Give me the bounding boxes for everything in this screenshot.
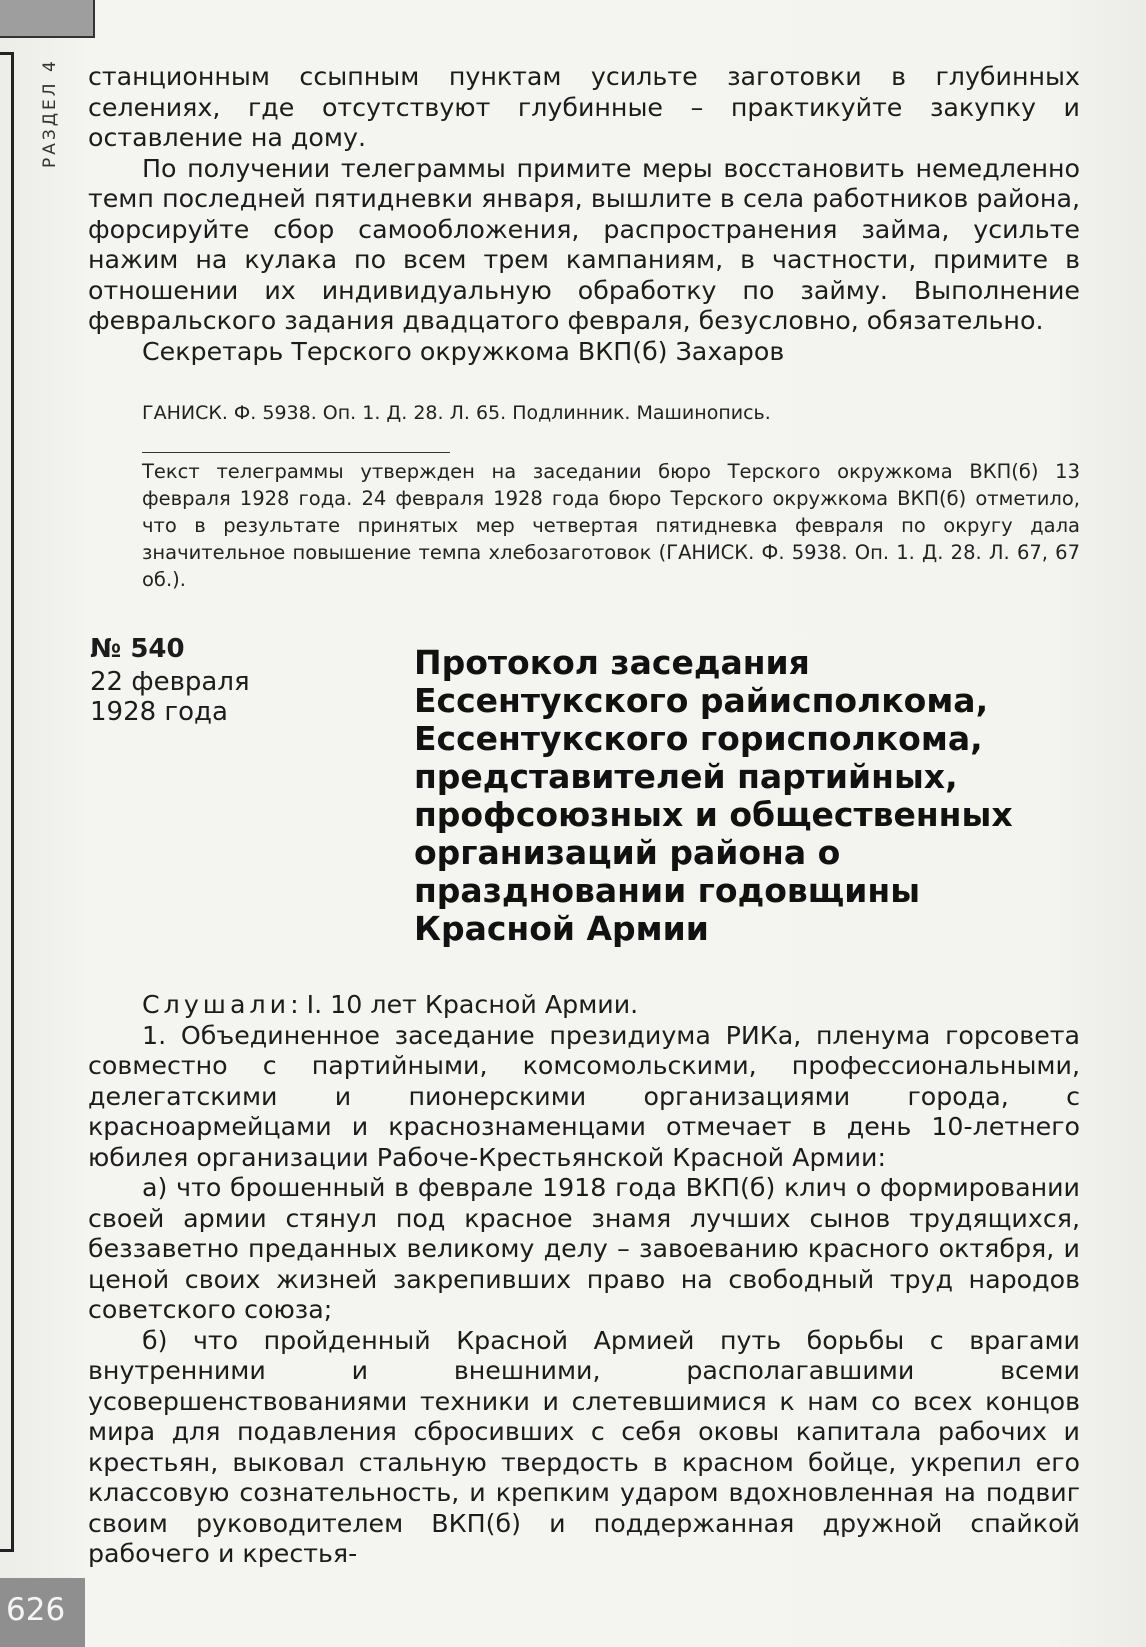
section-label: РАЗДЕЛ 4: [40, 58, 60, 168]
date-year: 1928 года: [90, 697, 228, 727]
document-number: № 540: [90, 634, 185, 664]
paragraph: 1. Объединенное заседание президиума РИКа, пленума горсовета совместно с партийными, комсомольскими, профессиональными, делегатскими и пионерскими организациями города, с красноармейцами и краснознаменцами отмечает в день 10-летнего юбилея организации Рабоче-Крестьянской Красной Армии:: [88, 1020, 1080, 1172]
archive-source: ГАНИСК. Ф. 5938. Оп. 1. Д. 28. Л. 65. Подлинник. Машинопись.: [142, 402, 771, 424]
document-date: [90, 667, 250, 727]
paragraph: б) что пройденный Красной Армией путь борьбы с врагами внутренними и внешними, располагавшими всеми усовершенствованиями техники и слетевшимися к нам со всех концов мира для подавления сбросивших с себя оковы капитала рабочих и крестьян, выковал стальную твердость в красном бойце, укрепил его классовую сознательность, и крепким ударом вдохновленная на подвиг своим руководителем ВКП(б) и поддержанная дружной спайкой рабочего и крестья-: [88, 1325, 1080, 1568]
corner-tab-top: [0, 0, 95, 38]
footnote-divider: [142, 452, 450, 453]
document-title: Протокол заседания Ессентукского райисполкома, Ессентукского горисполкома, представителей партийных, профсоюзных и общественных организаций района о праздновании годовщины Красной Армии: [414, 643, 1013, 948]
telegram-continuation: [88, 62, 1080, 367]
signature-line: Секретарь Терского окружкома ВКП(б) Захаров: [142, 336, 785, 366]
margin-frame: [0, 52, 14, 1552]
paragraph: станционным ссыпным пунктам усильте заготовки в глубинных селениях, где отсутствуют глубинные – практикуйте закупку и оставление на дому.: [88, 62, 1080, 152]
footnote: Текст телеграммы утвержден на заседании бюро Терского окружкома ВКП(б) 13 февраля 1928 года. 24 февраля 1928 года бюро Терского окружкома ВКП(б) отметило, что в результате принятых мер четвертая пятидневка февраля по округу дала значительное повышение темпа хлебозаготовок (ГАНИСК. Ф. 5938. Оп. 1. Д. 28. Л. 67, 67 об.).: [142, 460, 1080, 591]
date-day: 22 февраля: [90, 667, 250, 697]
paragraph: По получении телеграммы примите меры восстановить немедленно темп последней пятидневки января, вышлите в села работников района, форсируйте сбор самообложения, распространения займа, усильте нажим на кулака по всем трем кампаниям, в частности, примите в отношении их индивидуальную обработку по займу. Выполнение февральского задания двадцатого февраля, безусловно, обязательно.: [88, 153, 1080, 335]
paragraph: а) что брошенный в феврале 1918 года ВКП(б) клич о формировании своей армии стянул под красное знамя лучших сынов трудящихся, беззаветно преданных великому делу – завоеванию красного октября, и ценой своих жизней закрепивших право на свободный труд народов советского союза;: [88, 1173, 1080, 1324]
page-number: 626: [6, 1592, 66, 1628]
heard-text: : I. 10 лет Красной Армии.: [290, 990, 639, 1019]
heard-line: [88, 990, 1080, 1021]
protocol-body: [88, 990, 1080, 1570]
heard-label: Слушали: [142, 990, 291, 1019]
